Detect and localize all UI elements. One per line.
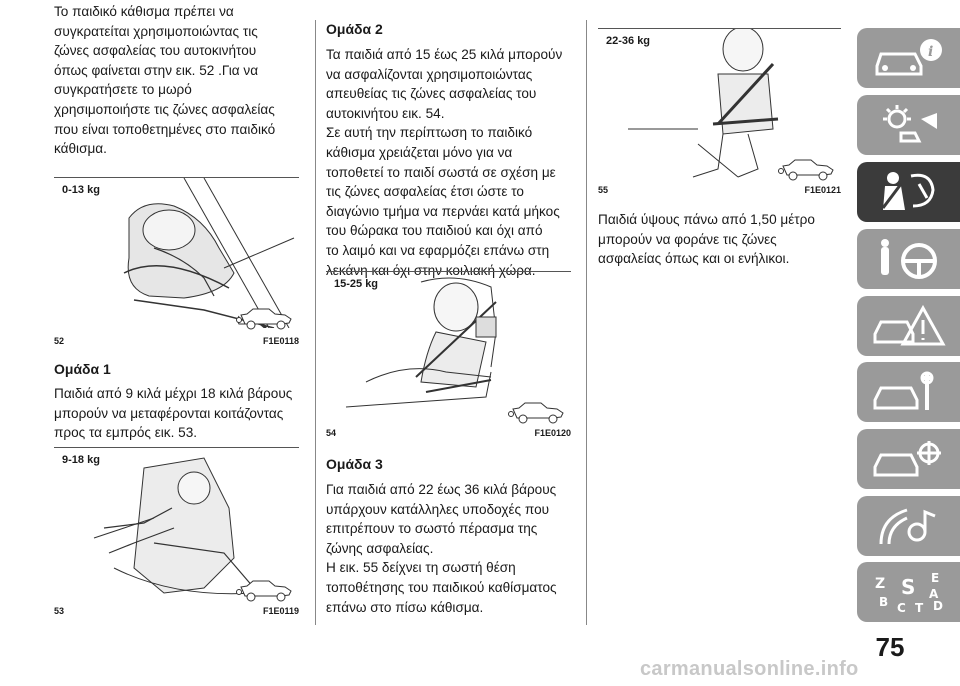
section-heading: Ομάδα 2 <box>326 21 383 37</box>
section-heading: Ομάδα 3 <box>326 456 383 472</box>
car-info-icon <box>871 36 947 80</box>
text-line: κάθισμα. <box>54 141 107 157</box>
figure-number: 55 <box>598 185 609 195</box>
text-line: Παιδιά από 9 κιλά μέχρι 18 κιλά βάρους <box>54 386 293 401</box>
group-2-section <box>326 20 578 280</box>
text-line: Σε αυτή την περίπτωση το παιδικό <box>326 125 533 141</box>
intro-paragraph <box>54 2 306 159</box>
figure-number: 53 <box>54 606 65 616</box>
text-line: προς τα εμπρός εικ. 53. <box>54 425 198 441</box>
svg-text:S: S <box>901 575 916 599</box>
figure-code: F1E0118 <box>262 336 299 346</box>
text-line: λεκάνη και όχι στην κοιλιακή χώρα. <box>326 262 536 278</box>
figure-weight-label: 15-25 kg <box>334 278 379 290</box>
text-line: Τα παιδιά από 15 έως 25 κιλά μπορούν <box>326 47 563 62</box>
tab-safety[interactable] <box>857 162 960 222</box>
svg-text:E: E <box>931 571 940 585</box>
text-line: Το παιδικό κάθισμα πρέπει να <box>54 4 234 19</box>
text-line: απευθείας τις ζώνες ασφαλείας του <box>326 86 537 102</box>
tab-index[interactable] <box>857 562 960 622</box>
svg-text:T: T <box>915 601 924 614</box>
column-divider <box>586 20 587 625</box>
car-side-icon <box>777 157 837 183</box>
figure-54 <box>326 271 571 442</box>
figure-weight-label: 22-36 kg <box>606 35 651 47</box>
figure-code: F1E0119 <box>262 606 299 616</box>
text-line: που είναι τοποθετημένες στο παιδικό <box>54 121 276 137</box>
text-line: διαγώνιο τμήμα να περνάει κατά μήκος <box>326 203 560 219</box>
figure-code: F1E0120 <box>534 428 571 438</box>
text-line: το λαιμό και να εφαρμόζει επάνω στη <box>326 242 550 258</box>
tab-emergency[interactable] <box>857 296 960 356</box>
tab-multimedia[interactable] <box>857 496 960 556</box>
text-line: Για παιδιά από 22 έως 36 κιλά βάρους <box>326 482 557 497</box>
text-line: μπορούν να μεταφέρονται κοιτάζοντας <box>54 405 284 421</box>
text-line: υπάρχουν κατάλληλες υποδοχές που <box>326 501 550 517</box>
text-line: Η εικ. 55 δείχνει τη σωστή θέση <box>326 560 516 576</box>
section-heading: Ομάδα 1 <box>54 361 111 377</box>
text-line: ασφαλείας όπως και οι ενήλικοι. <box>598 251 790 267</box>
text-line: τις ζώνες ασφαλείας έτσι ώστε το <box>326 184 524 200</box>
tab-maintenance[interactable] <box>857 362 960 422</box>
text-line: επάνω στο πίσω κάθισμα. <box>326 599 484 615</box>
text-line: όπως φαίνεται στην εικ. 52 .Για να <box>54 62 259 78</box>
figure-number: 54 <box>326 428 337 438</box>
maintenance-icon <box>871 370 947 414</box>
text-line: επιτρέπουν το σωστό πέρασμα της <box>326 521 538 537</box>
group-3-section <box>326 455 578 617</box>
watermark: carmanualsonline.info <box>640 658 859 680</box>
emergency-icon <box>871 304 947 348</box>
svg-text:Z: Z <box>875 576 886 592</box>
multimedia-icon <box>871 504 947 548</box>
text-line: να ασφαλίζονται χρησιμοποιώντας <box>326 66 533 82</box>
toddler-seat-illustration <box>54 448 299 598</box>
figure-53 <box>54 447 299 618</box>
text-line: ζώνης ασφαλείας. <box>326 540 434 556</box>
svg-text:B: B <box>879 595 889 609</box>
text-line: συγκρατήσετε το μωρό <box>54 82 192 98</box>
tab-dashboard-lights[interactable] <box>857 95 960 155</box>
figure-52 <box>54 177 299 345</box>
figure-weight-label: 0-13 kg <box>62 184 100 196</box>
svg-text:D: D <box>933 599 943 613</box>
text-line: τοποθέτησης του παιδικού καθίσματος <box>326 579 557 595</box>
svg-text:C: C <box>897 601 906 614</box>
text-line: του θώρακα του παιδιού και όχι από <box>326 223 543 239</box>
tab-technical-data[interactable] <box>857 429 960 489</box>
dashboard-lights-icon <box>871 103 947 147</box>
car-side-icon <box>235 306 295 332</box>
text-line: αυτοκινήτου εικ. 54. <box>326 105 445 121</box>
text-line: ζώνες ασφαλείας του αυτοκινήτου <box>54 43 257 59</box>
tab-start-driving[interactable] <box>857 229 960 289</box>
index-icon <box>871 570 947 614</box>
column-divider <box>315 20 316 625</box>
figure-55 <box>598 28 841 199</box>
figure-weight-label: 9-18 kg <box>62 454 100 466</box>
svg-text:i: i <box>928 44 934 60</box>
text-line: τοποθετεί το παιδί σωστά σε σχέση με <box>326 164 556 180</box>
text-line: μπορούν να φοράνε τις ζώνες <box>598 231 777 247</box>
figure-number: 52 <box>54 336 65 346</box>
figure-code: F1E0121 <box>804 185 841 195</box>
start-driving-icon <box>871 237 947 281</box>
text-line: συγκρατείται χρησιμοποιώντας τις <box>54 23 258 39</box>
adult-belt-paragraph <box>598 210 850 269</box>
text-line: κάθισμα χρειάζεται μόνο για να <box>326 144 513 160</box>
svg-text:A: A <box>929 587 939 601</box>
technical-data-icon <box>871 437 947 481</box>
group-1-section <box>54 360 306 443</box>
seatbelt-airbag-icon <box>871 170 947 214</box>
page-number: 75 <box>875 632 905 662</box>
tab-car-info[interactable] <box>857 28 960 88</box>
text-line: Παιδιά ύψους πάνω από 1,50 μέτρο <box>598 212 815 227</box>
car-side-icon <box>235 578 295 604</box>
car-side-icon <box>507 400 567 426</box>
text-line: χρησιμοποιήστε τις ζώνες ασφαλείας <box>54 101 275 117</box>
